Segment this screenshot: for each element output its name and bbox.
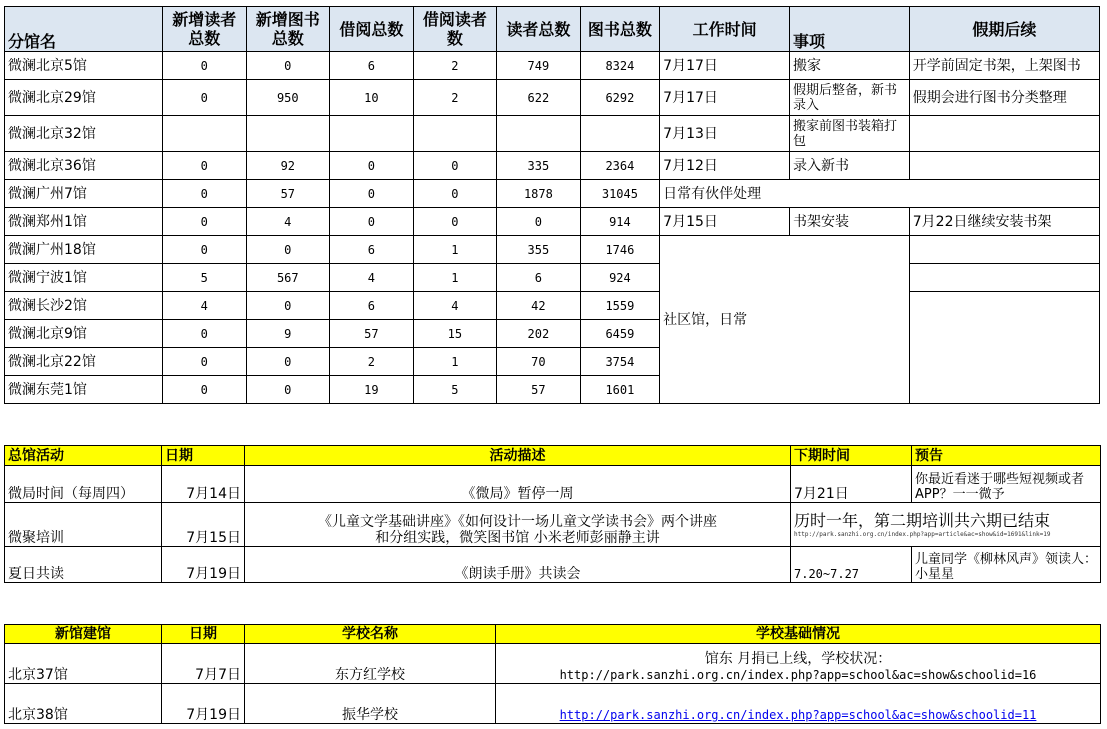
school-info-cell[interactable] <box>496 684 1101 724</box>
header-cell[interactable]: 图书总数 <box>580 7 660 52</box>
data-cell[interactable]: 622 <box>497 80 581 116</box>
data-cell[interactable]: 924 <box>580 264 660 292</box>
preview-cell[interactable]: 儿童同学《柳林风声》领读人：小星星 <box>912 547 1101 583</box>
branch-name-cell[interactable]: 北京38馆 <box>5 684 162 724</box>
school-info-url[interactable]: http://park.sanzhi.org.cn/index.php?app=school&ac=show&schoolid=16 <box>559 668 1037 682</box>
header-row <box>5 625 1101 644</box>
data-cell[interactable]: 92 <box>246 152 330 180</box>
data-cell[interactable]: 0 <box>330 152 414 180</box>
header-cell[interactable]: 新增图书总数 <box>246 7 330 52</box>
branch-name-cell[interactable]: 微澜东莞1馆 <box>5 376 163 404</box>
followup-cell[interactable] <box>909 264 1099 292</box>
table-row <box>5 116 1100 152</box>
school-info-link[interactable]: http://park.sanzhi.org.cn/index.php?app=school&ac=show&schoolid=11 <box>559 708 1037 722</box>
matter-cell[interactable]: 书架安装 <box>789 208 909 236</box>
branch-name-cell[interactable]: 微澜北京32馆 <box>5 116 163 152</box>
table-row <box>5 644 1101 684</box>
data-cell[interactable] <box>246 116 330 152</box>
data-cell[interactable]: 355 <box>497 236 581 264</box>
data-cell[interactable]: 6 <box>497 264 581 292</box>
branch-name-cell[interactable]: 微澜郑州1馆 <box>5 208 163 236</box>
work-time-cell[interactable]: 7月13日 <box>660 116 790 152</box>
data-cell[interactable]: 0 <box>163 80 247 116</box>
data-cell[interactable]: 2 <box>330 348 414 376</box>
data-cell[interactable]: 0 <box>246 52 330 80</box>
date-cell[interactable]: 7月14日 <box>162 466 245 503</box>
data-cell[interactable] <box>163 116 247 152</box>
new-branches-table <box>4 624 1101 724</box>
data-cell[interactable]: 1878 <box>497 180 581 208</box>
table-row <box>5 292 1100 320</box>
activity-name-cell[interactable]: 微局时间（每周四） <box>5 466 162 503</box>
matter-cell[interactable]: 录入新书 <box>789 152 909 180</box>
table-row <box>5 152 1100 180</box>
table-row <box>5 180 1100 208</box>
table-row <box>5 466 1101 503</box>
header-cell[interactable]: 事项 <box>789 7 909 52</box>
header-cell[interactable]: 借阅总数 <box>330 7 414 52</box>
date-cell[interactable]: 7月19日 <box>162 684 245 724</box>
data-cell[interactable]: 749 <box>497 52 581 80</box>
table-row <box>5 236 1100 264</box>
branch-name-cell[interactable]: 微澜长沙2馆 <box>5 292 163 320</box>
table-row <box>5 684 1101 724</box>
followup-cell[interactable]: 假期会进行图书分类整理 <box>909 80 1099 116</box>
data-cell[interactable]: 0 <box>413 208 497 236</box>
header-cell[interactable]: 分馆名 <box>5 7 163 52</box>
data-cell[interactable]: 9 <box>246 320 330 348</box>
header-cell[interactable]: 总馆活动 <box>5 446 162 466</box>
activities-table <box>4 445 1101 583</box>
data-cell[interactable]: 202 <box>497 320 581 348</box>
data-cell[interactable]: 10 <box>330 80 414 116</box>
data-cell[interactable]: 1559 <box>580 292 660 320</box>
header-cell[interactable]: 新馆建馆 <box>5 625 162 644</box>
data-cell[interactable]: 0 <box>163 208 247 236</box>
data-cell[interactable]: 2 <box>413 80 497 116</box>
data-cell[interactable]: 6459 <box>580 320 660 348</box>
header-cell[interactable]: 学校名称 <box>245 625 496 644</box>
data-cell[interactable]: 3754 <box>580 348 660 376</box>
header-cell[interactable]: 日期 <box>162 446 245 466</box>
matter-cell[interactable]: 搬家 <box>789 52 909 80</box>
work-time-cell[interactable]: 7月17日 <box>660 52 790 80</box>
data-cell[interactable]: 6 <box>330 52 414 80</box>
data-cell[interactable]: 0 <box>246 348 330 376</box>
school-info-line: 馆东 月捐已上线，学校状况： <box>704 651 892 667</box>
header-cell[interactable]: 学校基础情况 <box>496 625 1101 644</box>
data-cell[interactable]: 1 <box>413 264 497 292</box>
date-cell[interactable]: 7月19日 <box>162 547 245 583</box>
data-cell[interactable]: 0 <box>163 236 247 264</box>
header-cell[interactable]: 活动描述 <box>245 446 791 466</box>
description-line: 和分组实践，微笑图书馆 小米老师彭丽静主讲 <box>375 530 660 546</box>
data-cell[interactable]: 2 <box>413 52 497 80</box>
matter-cell[interactable]: 搬家前图书装箱打包 <box>789 116 909 152</box>
data-cell[interactable]: 0 <box>330 180 414 208</box>
data-cell[interactable]: 0 <box>246 292 330 320</box>
data-cell[interactable]: 0 <box>163 52 247 80</box>
data-cell[interactable]: 567 <box>246 264 330 292</box>
description-line: 《儿童文学基础讲座》《如何设计一场儿童文学读书会》两个讲座 <box>318 514 717 530</box>
date-cell[interactable]: 7月7日 <box>162 644 245 684</box>
followup-cell[interactable] <box>909 116 1099 152</box>
table-row <box>5 264 1100 292</box>
branch-name-cell[interactable]: 微澜北京36馆 <box>5 152 163 180</box>
data-cell[interactable]: 0 <box>330 208 414 236</box>
data-cell[interactable]: 57 <box>497 376 581 404</box>
data-cell[interactable]: 0 <box>163 180 247 208</box>
next-time-cell[interactable] <box>791 503 1101 547</box>
branch-name-cell[interactable]: 微澜北京22馆 <box>5 348 163 376</box>
description-cell[interactable]: 《朗读手册》共读会 <box>245 547 791 583</box>
table-row <box>5 503 1101 547</box>
data-cell[interactable]: 4 <box>163 292 247 320</box>
data-cell[interactable]: 0 <box>413 152 497 180</box>
data-cell[interactable]: 1 <box>413 236 497 264</box>
table-row <box>5 547 1101 583</box>
next-time-cell[interactable]: 7月21日 <box>791 466 912 503</box>
branch-name-cell[interactable]: 微澜北京29馆 <box>5 80 163 116</box>
data-cell[interactable] <box>330 116 414 152</box>
data-cell[interactable]: 0 <box>246 236 330 264</box>
next-time-cell[interactable]: 7.20~7.27 <box>791 547 912 583</box>
data-cell[interactable]: 31045 <box>580 180 660 208</box>
data-cell[interactable]: 8324 <box>580 52 660 80</box>
followup-cell[interactable] <box>909 152 1099 180</box>
branch-name-cell[interactable]: 微澜广州18馆 <box>5 236 163 264</box>
followup-cell[interactable] <box>909 180 1099 208</box>
school-info-cell[interactable] <box>496 644 1101 684</box>
header-cell[interactable]: 新增读者总数 <box>163 7 247 52</box>
followup-cell[interactable] <box>909 236 1099 264</box>
data-cell[interactable]: 5 <box>413 376 497 404</box>
header-cell[interactable]: 读者总数 <box>497 7 581 52</box>
data-cell[interactable]: 0 <box>413 180 497 208</box>
data-cell[interactable]: 4 <box>330 264 414 292</box>
followup-cell[interactable]: 开学前固定书架，上架图书 <box>909 52 1099 80</box>
matter-cell[interactable]: 假期后整备，新书录入 <box>789 80 909 116</box>
activity-name-cell[interactable]: 夏日共读 <box>5 547 162 583</box>
data-cell[interactable]: 335 <box>497 152 581 180</box>
data-cell[interactable]: 0 <box>163 152 247 180</box>
data-cell[interactable]: 4 <box>413 292 497 320</box>
data-cell[interactable]: 70 <box>497 348 581 376</box>
data-cell[interactable]: 57 <box>330 320 414 348</box>
description-cell[interactable]: 《微局》暂停一周 <box>245 466 791 503</box>
work-time-cell[interactable]: 日常有伙伴处理 <box>660 180 910 208</box>
branch-name-cell[interactable]: 微澜广州7馆 <box>5 180 163 208</box>
data-cell[interactable]: 1 <box>413 348 497 376</box>
branch-name-cell[interactable]: 微澜北京9馆 <box>5 320 163 348</box>
data-cell[interactable]: 6292 <box>580 80 660 116</box>
followup-cell[interactable] <box>909 292 1099 404</box>
data-cell[interactable]: 15 <box>413 320 497 348</box>
header-row <box>5 7 1100 52</box>
activity-name-cell[interactable]: 微聚培训 <box>5 503 162 547</box>
description-cell[interactable] <box>245 503 791 547</box>
data-cell[interactable]: 4 <box>246 208 330 236</box>
data-cell[interactable]: 914 <box>580 208 660 236</box>
followup-cell[interactable]: 7月22日继续安装书架 <box>909 208 1099 236</box>
data-cell[interactable]: 6 <box>330 236 414 264</box>
preview-cell[interactable]: 你最近看迷于哪些短视频或者APP？一一微予 <box>912 466 1101 503</box>
data-cell[interactable]: 19 <box>330 376 414 404</box>
data-cell[interactable]: 6 <box>330 292 414 320</box>
table-row <box>5 208 1100 236</box>
work-time-cell[interactable]: 7月17日 <box>660 80 790 116</box>
next-time-url[interactable]: http://park.sanzhi.org.cn/index.php?app=article&ac=show&id=1691&link=19 <box>794 530 1051 538</box>
branch-name-cell[interactable]: 微澜宁波1馆 <box>5 264 163 292</box>
header-cell[interactable]: 下期时间 <box>791 446 912 466</box>
data-cell[interactable]: 57 <box>246 180 330 208</box>
work-time-cell[interactable]: 7月12日 <box>660 152 790 180</box>
branch-name-cell[interactable]: 微澜北京5馆 <box>5 52 163 80</box>
work-time-merged-cell[interactable]: 社区馆，日常 <box>660 236 910 404</box>
header-cell[interactable]: 工作时间 <box>660 7 790 52</box>
data-cell[interactable] <box>580 116 660 152</box>
data-cell[interactable]: 1746 <box>580 236 660 264</box>
data-cell[interactable] <box>413 116 497 152</box>
school-name-cell[interactable]: 振华学校 <box>245 684 496 724</box>
school-name-cell[interactable]: 东方红学校 <box>245 644 496 684</box>
next-time-text: 历时一年，第二期培训共六期已结束 <box>794 510 1051 530</box>
header-cell[interactable]: 假期后续 <box>909 7 1099 52</box>
header-cell[interactable]: 借阅读者数 <box>413 7 497 52</box>
data-cell[interactable]: 0 <box>163 376 247 404</box>
branch-stats-table <box>4 6 1100 404</box>
table-row <box>5 52 1100 80</box>
data-cell[interactable]: 0 <box>497 208 581 236</box>
data-cell[interactable]: 2364 <box>580 152 660 180</box>
data-cell[interactable]: 42 <box>497 292 581 320</box>
data-cell[interactable]: 0 <box>246 376 330 404</box>
data-cell[interactable]: 950 <box>246 80 330 116</box>
data-cell[interactable] <box>497 116 581 152</box>
header-cell[interactable]: 日期 <box>162 625 245 644</box>
header-cell[interactable]: 预告 <box>912 446 1101 466</box>
data-cell[interactable]: 1601 <box>580 376 660 404</box>
data-cell[interactable]: 5 <box>163 264 247 292</box>
data-cell[interactable]: 0 <box>163 348 247 376</box>
header-row <box>5 446 1101 466</box>
table-row <box>5 80 1100 116</box>
work-time-cell[interactable]: 7月15日 <box>660 208 790 236</box>
date-cell[interactable]: 7月15日 <box>162 503 245 547</box>
branch-name-cell[interactable]: 北京37馆 <box>5 644 162 684</box>
data-cell[interactable]: 0 <box>163 320 247 348</box>
